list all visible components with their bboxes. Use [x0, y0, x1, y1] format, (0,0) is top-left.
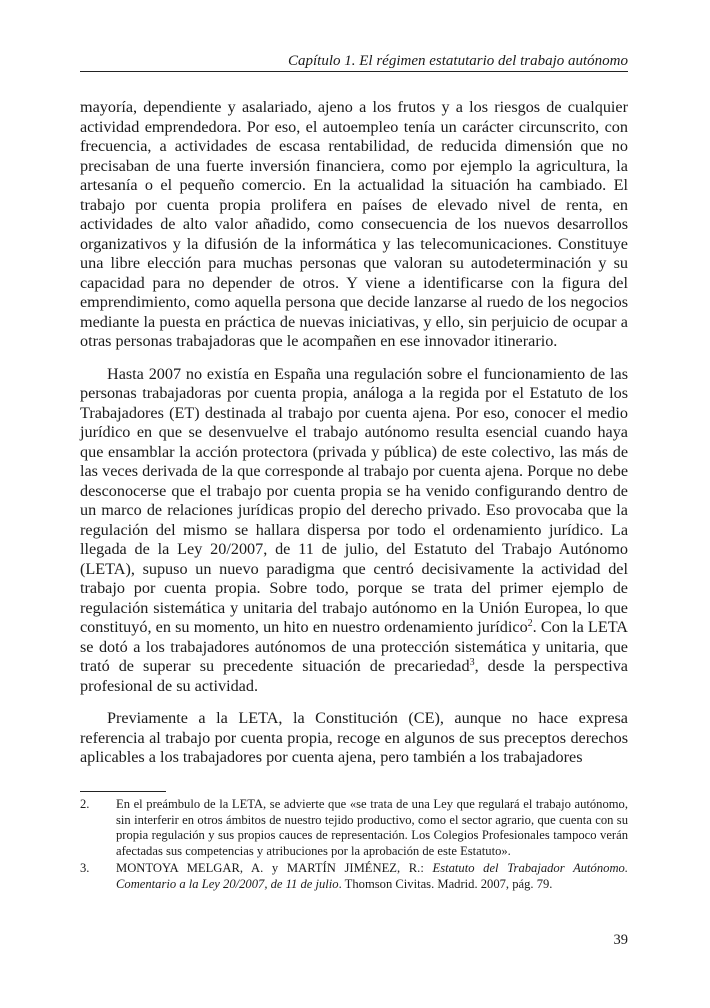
paragraph-2-part-3: , desde la perspectiva profesional de su actividad.	[80, 657, 628, 695]
paragraph-2-part-2: . Con la LETA se dotó a los trabajadores autónomos de una protección sistemática y unitaria, que trató de superar su precedente situación de precariedad	[80, 618, 628, 675]
footnote-text: En el preámbulo de la LETA, se advierte que «se trata de una Ley que regulará el trabajo autónomo, sin interferir en otros ámbitos de nuestro tejido productivo, como el sector agrario, que cuenta con su propia regulación y sus propios cauces de representación. Los Colegios Profesionales tampoco verán afectadas sus competencias y atribuciones por la aprobación de este Estatuto».	[116, 797, 628, 858]
footnote-ref-3[interactable]: 3	[469, 657, 475, 668]
footnote-publication: . Thomson Civitas. Madrid. 2007, pág. 79.	[338, 876, 553, 891]
footnote-3	[80, 861, 628, 892]
footnote-authors: MONTOYA MELGAR, A. y MARTÍN JIMÉNEZ, R.:	[116, 861, 433, 875]
footnote-number: 2.	[80, 797, 90, 811]
footnote-text	[116, 861, 628, 892]
footnote-ref-2[interactable]: 2	[527, 618, 533, 629]
footnote-work-title: Estatuto del Trabajador Autónomo. Comentario a la Ley 20/2007, de 11 de julio	[116, 861, 628, 891]
running-head: Capítulo 1. El régimen estatutario del trabajo autónomo	[288, 53, 628, 69]
paragraph-3: Previamente a la LETA, la Constitución (CE), aunque no hace expresa referencia al trabajo por cuenta propia, recoge en algunos de sus preceptos derechos aplicables a los trabajadores por cuenta ajena, pero también a los trabajadores	[80, 709, 628, 766]
footnote-rule	[80, 791, 166, 792]
main-text	[80, 98, 628, 781]
footnotes	[80, 797, 628, 894]
paragraph-1: mayoría, dependiente y asalariado, ajeno a los frutos y a los riesgos de cualquier actividad emprendedora. Por eso, el autoempleo tenía un carácter circunscrito, con frecuencia, a actividades de escasa rentabilidad, de reducida dimensión que no precisaban de una fuerte inversión financiera, como por ejemplo la agricultura, la artesanía o el pequeño comercio. En la actualidad la situación ha cambiado. El trabajo por cuenta propia prolifera en países de elevado nivel de renta, en actividades de alto valor añadido, como consecuencia de los nuevos desarrollos organizativos y la difusión de la informática y las telecomunicaciones. Constituye una libre elección para muchas personas que valoran su autodeterminación y su capacidad para no depender de otros. Y viene a identificarse con la figura del emprendimiento, como aquella persona que decide lanzarse al ruedo de los negocios mediante la puesta en práctica de nuevas iniciativas, y ello, sin perjuicio de ocupar a otras personas trabajadoras que le acompañen en ese innovador itinerario.	[80, 98, 628, 350]
footnote-2	[80, 797, 628, 859]
header-rule	[80, 71, 628, 72]
footnote-number: 3.	[80, 861, 90, 875]
page-number: 39	[613, 932, 628, 948]
paragraph-2	[80, 365, 628, 697]
paragraph-2-part-1: Hasta 2007 no existía en España una regulación sobre el funcionamiento de las personas trabajadoras por cuenta propia, análoga a la regida por el Estatuto de los Trabajadores (ET) destinada al trabajo por cuenta ajena. Por eso, conocer el medio jurídico en que se desenvuelve el trabajo autónomo resulta esencial cuando haya que ensamblar la acción protectora (privada y pública) de este colectivo, las más de las veces derivada de la que corresponde al trabajo por cuenta ajena. Porque no debe desconocerse que el trabajo por cuenta propia se ha venido configurando dentro de un marco de relaciones jurídicas propio del derecho privado. Eso provocaba que la regulación del mismo se hallara dispersa por todo el ordenamiento jurídico. La llegada de la Ley 20/2007, de 11 de julio, del Estatuto del Trabajo Autónomo (LETA), supuso un nuevo paradigma que centró decisivamente la actividad del trabajo por cuenta propia. Sobre todo, porque se trata del primer ejemplo de regulación sistemática y unitaria del trabajo autónomo en la Unión Europea, lo que constituyó, en su momento, un hito en nuestro ordenamiento jurídico	[80, 364, 628, 636]
